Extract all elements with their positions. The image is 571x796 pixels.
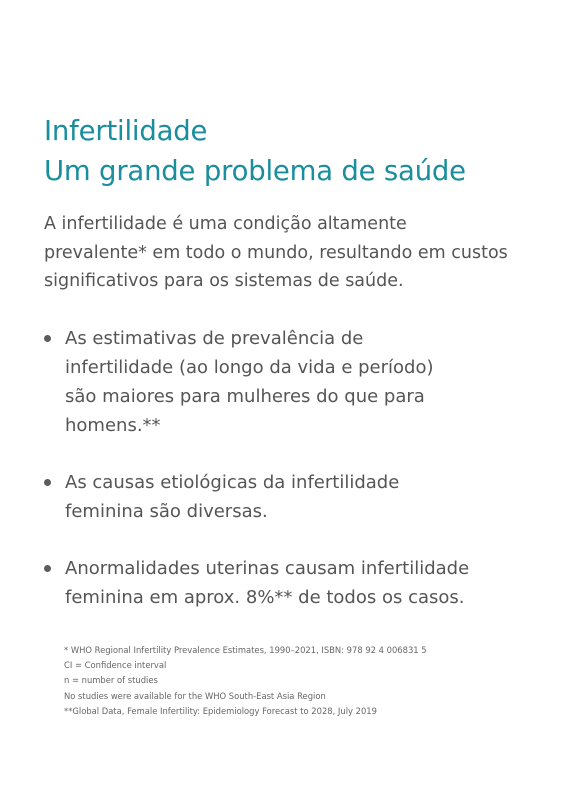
- intro-line: significativos para os sistemas de saúde.: [44, 271, 404, 291]
- bullet-line: homens.**: [65, 415, 161, 436]
- footnotes: [64, 643, 544, 719]
- footnote: **Global Data, Female Infertility: Epidemiology Forecast to 2028, July 2019: [64, 705, 377, 716]
- bullet-line: As estimativas de prevalência de: [65, 328, 364, 349]
- bullet-line: infertilidade (ao longo da vida e período): [65, 357, 434, 378]
- bullet-line: Anormalidades uterinas causam infertilidade: [65, 558, 470, 579]
- title-line-1: Infertilidade: [44, 115, 208, 147]
- page-title: [44, 111, 466, 191]
- bullet-line: feminina são diversas.: [65, 501, 268, 522]
- title-line-2: Um grande problema de saúde: [44, 155, 466, 187]
- footnote: No studies were available for the WHO South-East Asia Region: [64, 690, 326, 701]
- footnote: CI = Confidence interval: [64, 660, 167, 671]
- bullet-item-causes: [40, 468, 540, 526]
- bullet-line: são maiores para mulheres do que para: [65, 386, 425, 407]
- intro-line: A infertilidade é uma condição altamente: [44, 214, 407, 234]
- footnote: * WHO Regional Infertility Prevalence Estimates, 1990–2021, ISBN: 978 92 4 006831 5: [64, 645, 427, 655]
- intro-paragraph: [44, 210, 544, 296]
- bullet-dot-icon: [44, 565, 51, 572]
- bullet-line: feminina em aprox. 8%** de todos os casos.: [65, 587, 465, 608]
- bullet-dot-icon: [44, 479, 51, 486]
- bullet-line: As causas etiológicas da infertilidade: [65, 472, 400, 493]
- bullet-list: [40, 324, 540, 612]
- bullet-item-uterine: [40, 554, 540, 612]
- bullet-dot-icon: [44, 335, 51, 342]
- intro-line: prevalente* em todo o mundo, resultando em custos: [44, 242, 508, 263]
- footnote: n = number of studies: [64, 675, 158, 686]
- bullet-item-prevalence: [40, 324, 540, 440]
